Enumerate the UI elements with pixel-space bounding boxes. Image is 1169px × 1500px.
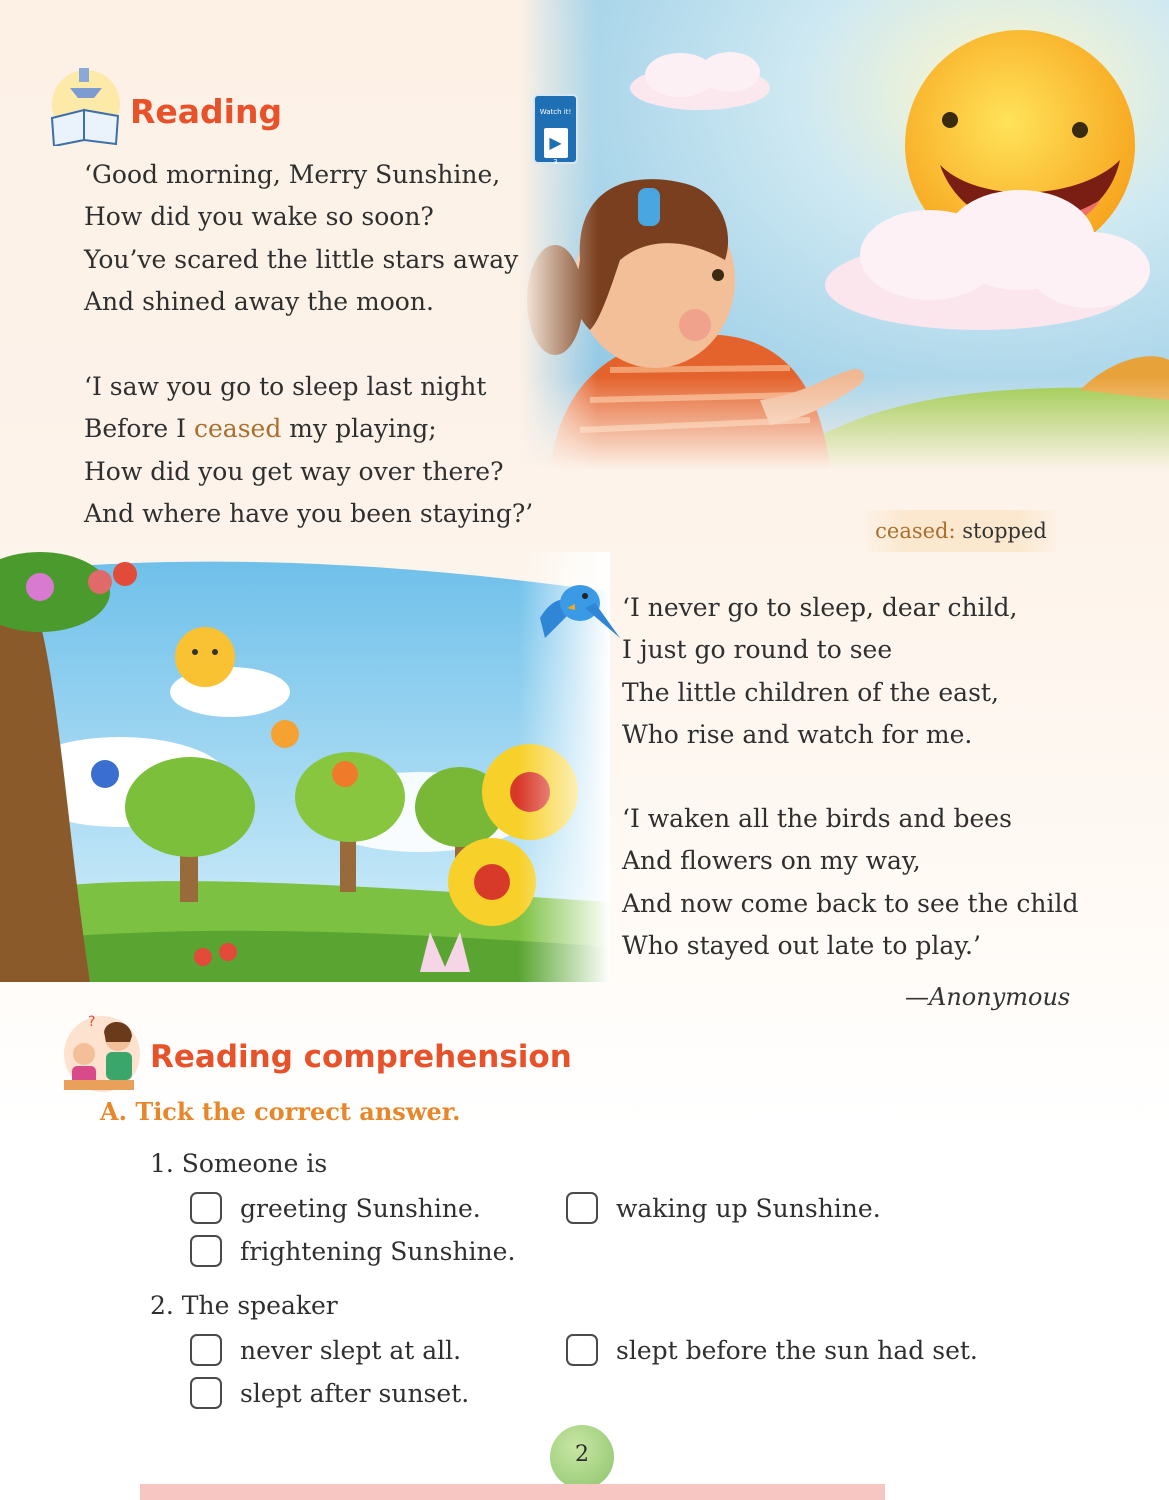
instruction-a: A. Tick the correct answer. xyxy=(100,1097,461,1126)
poem-line: Who rise and watch for me. xyxy=(622,719,973,749)
poem-line: Who stayed out late to play.’ xyxy=(622,930,981,960)
tick-checkbox[interactable] xyxy=(566,1192,598,1224)
reading-heading: Reading xyxy=(130,92,283,131)
option-label: slept after sunset. xyxy=(240,1378,470,1408)
poem-line: How did you get way over there? xyxy=(84,456,504,486)
glossary-meaning: stopped xyxy=(955,519,1047,543)
q1-option-a[interactable] xyxy=(190,1192,481,1224)
page-number: 2 xyxy=(550,1425,614,1489)
question-1: 1. Someone is xyxy=(150,1149,328,1178)
poem-stanza-3 xyxy=(622,587,1017,756)
poem-line: ‘I never go to sleep, dear child, xyxy=(622,593,1018,622)
question-2: 2. The speaker xyxy=(150,1291,338,1320)
poem-line: ‘Good morning, Merry Sunshine, xyxy=(84,160,501,189)
highlighted-word: ceased xyxy=(194,414,282,444)
reading-book-icon xyxy=(48,68,123,146)
poem-line: And where have you been staying?’ xyxy=(84,498,534,528)
option-label: greeting Sunshine. xyxy=(240,1193,481,1223)
glossary-word: ceased: xyxy=(875,519,956,543)
q2-option-a[interactable] xyxy=(190,1334,461,1366)
poem-line: And flowers on my way, xyxy=(622,846,921,876)
poem-line: You’ve scared the little stars away xyxy=(84,244,519,274)
poem-author: —Anonymous xyxy=(905,983,1071,1011)
option-label: slept before the sun had set. xyxy=(616,1335,978,1365)
flying-bird-icon xyxy=(535,568,620,643)
poem-line: ‘I waken all the birds and bees xyxy=(622,804,1012,833)
footer-bar xyxy=(140,1484,885,1500)
watch-it-badge[interactable] xyxy=(533,94,578,164)
sun-girl-illustration xyxy=(520,0,1169,470)
poem-line: How did you wake so soon? xyxy=(84,202,434,232)
q1-option-b[interactable] xyxy=(566,1192,881,1224)
poem-line: And now come back to see the child xyxy=(622,888,1079,918)
poem-text: my playing; xyxy=(281,414,437,444)
poem-line: I just go round to see xyxy=(622,635,893,665)
poem-stanza-1 xyxy=(84,154,518,323)
poem-stanza-2 xyxy=(84,366,533,535)
poem-line-with-highlight xyxy=(84,408,533,450)
poem-line: The little children of the east, xyxy=(622,677,999,707)
poem-stanza-4 xyxy=(622,798,1079,967)
students-icon xyxy=(58,1008,143,1096)
q2-option-b[interactable] xyxy=(566,1334,978,1366)
q1-option-c[interactable] xyxy=(190,1235,515,1267)
option-label: frightening Sunshine. xyxy=(240,1236,516,1266)
tick-checkbox[interactable] xyxy=(566,1334,598,1366)
garden-illustration xyxy=(0,552,610,982)
poem-line: ‘I saw you go to sleep last night xyxy=(84,372,487,401)
option-label: waking up Sunshine. xyxy=(616,1193,881,1223)
tick-checkbox[interactable] xyxy=(190,1334,222,1366)
glossary-box xyxy=(866,510,1056,552)
video-icon: ▶ xyxy=(544,128,568,158)
tick-checkbox[interactable] xyxy=(190,1192,222,1224)
svg-text:?: ? xyxy=(88,1014,96,1030)
poem-text: Before I xyxy=(84,414,194,444)
watch-it-number: 3 xyxy=(553,158,558,166)
q2-option-c[interactable] xyxy=(190,1377,469,1409)
option-label: never slept at all. xyxy=(240,1335,462,1365)
watch-it-label: Watch it! xyxy=(539,108,572,116)
reading-comprehension-heading: Reading comprehension xyxy=(150,1039,572,1075)
tick-checkbox[interactable] xyxy=(190,1235,222,1267)
tick-checkbox[interactable] xyxy=(190,1377,222,1409)
poem-line: And shined away the moon. xyxy=(84,286,434,316)
